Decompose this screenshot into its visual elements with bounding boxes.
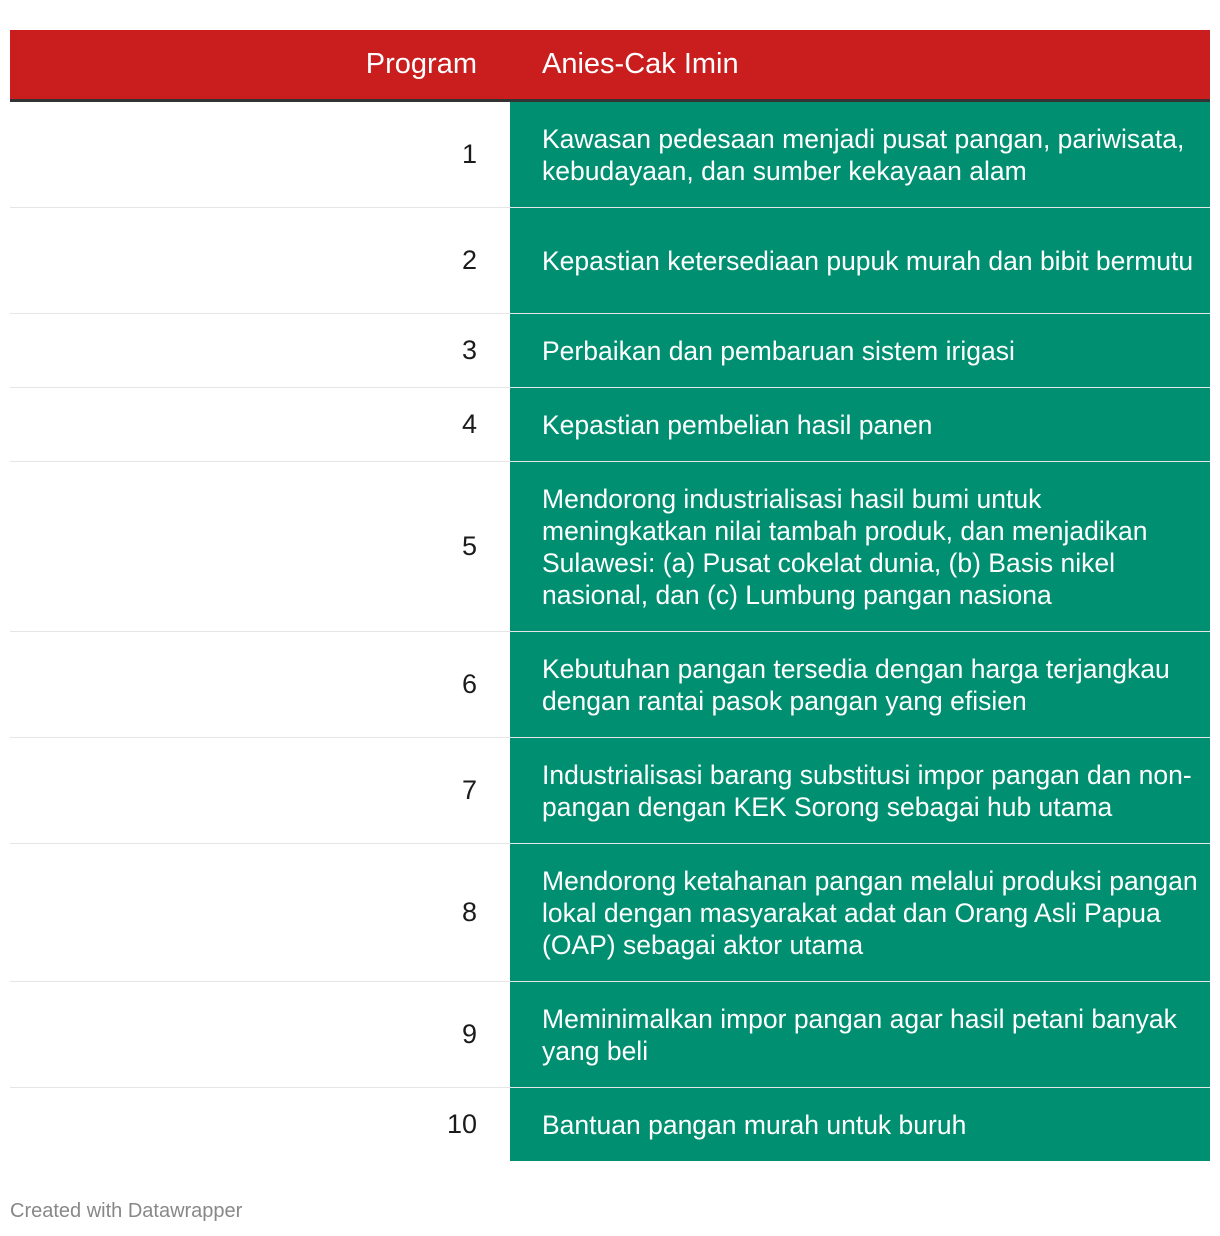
row-number: 1 (10, 102, 510, 207)
program-text: Kepastian pembelian hasil panen (510, 388, 1210, 461)
column-header-anies-cak-imin[interactable]: Anies-Cak Imin (542, 48, 739, 80)
table-row (10, 314, 1210, 388)
table-header (10, 30, 1210, 102)
data-table (10, 30, 1210, 1161)
table-row (10, 632, 1210, 738)
row-number: 5 (10, 462, 510, 631)
table-row (10, 102, 1210, 208)
row-number: 3 (10, 314, 510, 387)
program-text: Kawasan pedesaan menjadi pusat pangan, pariwisata, kebudayaan, dan sumber kekayaan alam (510, 102, 1210, 207)
table-row (10, 844, 1210, 982)
row-number: 10 (10, 1088, 510, 1161)
row-number: 8 (10, 844, 510, 981)
program-text: Industrialisasi barang substitusi impor pangan dan non-pangan dengan KEK Sorong sebagai hub utama (510, 738, 1210, 843)
program-text: Mendorong ketahanan pangan melalui produksi pangan lokal dengan masyarakat adat dan Orang Asli Papua (OAP) sebagai aktor utama (510, 844, 1210, 981)
program-text: Bantuan pangan murah untuk buruh (510, 1088, 1210, 1161)
program-text: Meminimalkan impor pangan agar hasil petani banyak yang beli (510, 982, 1210, 1087)
row-number: 4 (10, 388, 510, 461)
table-row (10, 388, 1210, 462)
row-number: 2 (10, 208, 510, 313)
program-text: Perbaikan dan pembaruan sistem irigasi (510, 314, 1210, 387)
table-row (10, 208, 1210, 314)
program-text: Kepastian ketersediaan pupuk murah dan bibit bermutu (510, 208, 1210, 313)
table-row (10, 1088, 1210, 1161)
row-number: 6 (10, 632, 510, 737)
program-text: Kebutuhan pangan tersedia dengan harga terjangkau dengan rantai pasok pangan yang efisien (510, 632, 1210, 737)
row-number: 9 (10, 982, 510, 1087)
column-header-program[interactable]: Program (365, 48, 477, 80)
table-row (10, 738, 1210, 844)
table-row (10, 462, 1210, 632)
row-number: 7 (10, 738, 510, 843)
datawrapper-credit[interactable]: Created with Datawrapper (10, 1200, 243, 1222)
program-text: Mendorong industrialisasi hasil bumi untuk meningkatkan nilai tambah produk, dan menjadikan Sulawesi: (a) Pusat cokelat dunia, (b) Basis nikel nasional, dan (c) Lumbung pangan nasiona (510, 462, 1210, 631)
table-row (10, 982, 1210, 1088)
